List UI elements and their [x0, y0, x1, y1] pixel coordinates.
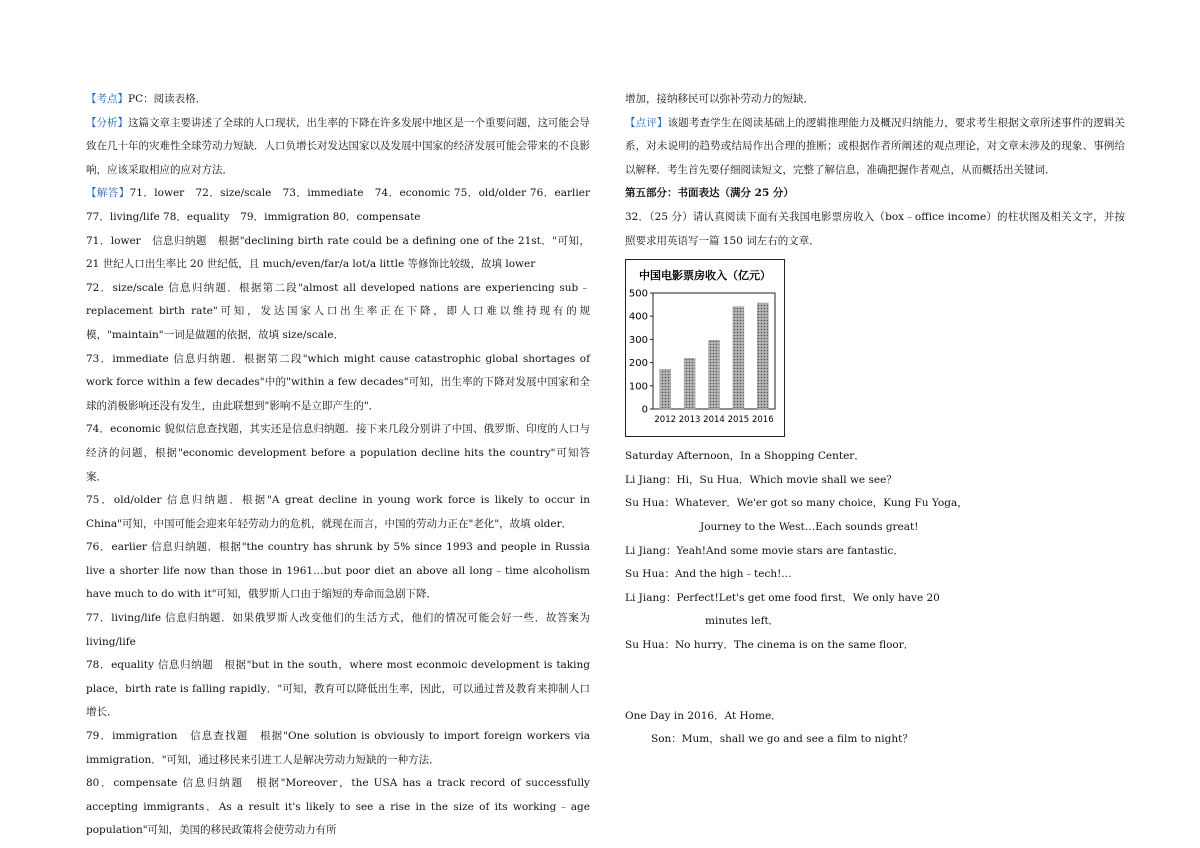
y-tick-label: 100	[628, 381, 648, 393]
dialog1-scene: Saturday Afternoon，In a Shopping Center．	[625, 450, 865, 463]
dialog1-line1: Li Jiang：Hi，Su Hua．Which movie shall we see？	[625, 473, 897, 486]
answer-74: 74．economic 貌似信息查找题，其实还是信息归纳题．接下来几段分别讲了中国、俄罗斯、印度的人口与经济的问题，根据"economic development before a population decline hits the country"可知答案．	[86, 423, 590, 483]
section-title: 第五部分：书面表达（满分 25 分）	[625, 187, 794, 200]
dialog1-line5b: minutes left．	[705, 615, 780, 628]
dialog1-line6: Su Hua：No hurry．The cinema is on the same floor．	[625, 638, 915, 651]
spacer	[625, 658, 1125, 682]
bar-chart-svg	[625, 259, 785, 437]
question-32: 32．（25 分）请认真阅读下面有关我国电影票房收入（box﹣office income）的柱状图及相关文字，并按照要求用英语写一篇 150 词左右的文章．	[625, 210, 1125, 247]
answer-80: 80．compensate 信息归纳题 根据"Moreover，the USA has a track record of successfully accepting immigrants．As a result it's likely to see a rise in the size of its working﹣age population"可知，美国的移民政策将会使劳动力有所	[86, 777, 590, 837]
dialog1-line3: Li Jiang：Yeah!And some movie stars are fantastic．	[625, 544, 904, 557]
bar-2015	[733, 307, 744, 409]
x-tick-label: 2012	[654, 415, 677, 426]
answer-75: 75．old/older 信息归纳题．根据"A great decline in young work force is likely to occur in China"可知，中国可能会迎来年轻劳动力的危机，就现在而言，中国的劳动力正在"老化"，故填 older．	[86, 494, 590, 530]
kaodian-text: PC：阅读表格．	[128, 93, 207, 105]
right-column	[625, 88, 1125, 752]
answer-71: 71．lower 信息归纳题 根据"declining birth rate could be a defining one of the 21st．"可知，21 世纪人口出生率比 20 世纪低，且 much/even/far/a lot/a little 等修饰比较级，故填 lower	[86, 234, 590, 271]
dianping-paragraph	[625, 112, 1125, 183]
kaodian-tag: 【考点】	[86, 93, 128, 105]
x-tick-label: 2013	[678, 415, 701, 426]
answer-78: 78．equality 信息归纳题 根据"but in the south，where most econmoic development is taking place，birth rate is falling rapidly．"可知，教育可以降低出生率，因此，可以通过普及教育来抑制人口增长．	[86, 659, 590, 719]
y-tick-label: 300	[628, 335, 648, 347]
spacer	[625, 681, 1125, 705]
box-office-chart	[625, 259, 785, 437]
dialog1-line2b: Journey to the West…Each sounds great!	[700, 520, 919, 533]
dialog1-line5a: Li Jiang：Perfect!Let's get ome food first．We only have 20	[625, 591, 940, 604]
chart-title: 中国电影票房收入（亿元）	[639, 269, 771, 283]
dialog1-line4: Su Hua：And the high﹣tech!…	[625, 568, 792, 581]
dianping-tag: 【点评】	[625, 116, 668, 129]
fenxi-text: 这篇文章主要讲述了全球的人口现状，出生率的下降在许多发展中地区是一个重要问题，这可能会导致在几十年的灾难性全球劳动力短缺．人口负增长对发达国家以及发展中国家的经济发展可能会带来的不良影响，应该采取相应的应对方法．	[86, 116, 590, 176]
continued-text: 增加，接纳移民可以弥补劳动力的短缺．	[625, 93, 814, 105]
x-tick-label: 2016	[751, 415, 774, 426]
dialog2-scene: One Day in 2016．At Home．	[625, 709, 782, 722]
jieda-text: 71．lower 72．size/scale 73．immediate 74．economic 75．old/older 76．earlier 77．living/life 78．equality 79．immigration 80．compensate	[86, 187, 590, 223]
answer-72: 72．size/scale 信息归纳题．根据第二段"almost all developed nations are experiencing sub﹣replacement birth rate"可知，发达国家人口出生率正在下降，即人口难以维持现有的规模，"maintain"一词是做题的依据，故填 size/scale．	[86, 281, 590, 341]
answer-76: 76．earlier 信息归纳题．根据"the country has shrunk by 5% since 1993 and people in Russia live a shorter life now than those in 1961…but poor diet an above all long﹣time alcoholism have much to do with it"可知，俄罗斯人口由于缩短的寿命而急剧下降．	[86, 541, 590, 601]
answer-77: 77．living/life 信息归纳题．如果俄罗斯人改变他们的生活方式，他们的情况可能会好一些．故答案为 living/life	[86, 612, 590, 648]
kaodian-paragraph	[86, 88, 590, 112]
answer-73: 73．immediate 信息归纳题．根据第二段"which might cause catastrophic global shortages of work force within a few decades"中的"within a few decades"可知，出生率的下降对发展中国家和全球的消极影响还没有发生，由此联想到"影响不是立即产生的"．	[86, 352, 590, 412]
y-tick-label: 500	[628, 288, 648, 300]
left-column	[86, 88, 590, 843]
dialog2-line1: Son：Mum，shall we go and see a film to night？	[651, 733, 913, 746]
y-tick-label: 0	[641, 404, 648, 416]
fenxi-paragraph	[86, 112, 590, 183]
y-tick-label: 200	[628, 358, 648, 370]
y-tick-label: 400	[628, 311, 648, 323]
bar-2014	[709, 340, 720, 409]
x-tick-label: 2015	[727, 415, 750, 426]
bar-2016	[757, 303, 768, 409]
jieda-paragraph	[86, 182, 590, 229]
answer-79: 79．immigration 信息查找题 根据"One solution is obviously to import foreign workers via immigration．"可知，通过移民来引进工人是解决劳动力短缺的一种方法．	[86, 730, 590, 766]
dianping-text: 该题考查学生在阅读基础上的逻辑推理能力及概况归纳能力，要求考生根据文章所述事件的逻辑关系，对未说明的趋势或结局作出合理的推断；或根据作者所阐述的观点理论，对文章未涉及的现象、事例给以解释．考生首先要仔细阅读短文，完整了解信息，准确把握作者观点，从而概括出关键词．	[625, 116, 1126, 176]
fenxi-tag: 【分析】	[86, 116, 128, 129]
bar-2013	[684, 359, 695, 410]
bar-2012	[660, 369, 671, 409]
jieda-tag: 【解答】	[86, 187, 130, 200]
dialog1-line2a: Su Hua：Whatever．We'er got so many choice，Kung Fu Yoga，	[625, 497, 968, 510]
x-tick-label: 2014	[703, 415, 725, 426]
